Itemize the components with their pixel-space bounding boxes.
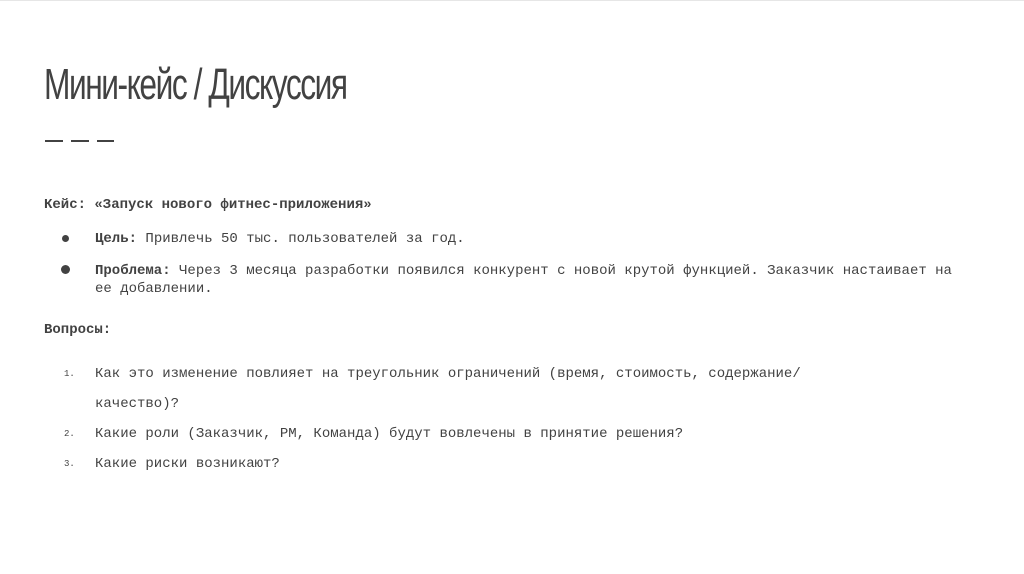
question-number: 2.	[64, 429, 75, 439]
slide-title: Мини-кейс / Дискуссия	[44, 60, 347, 109]
question-number: 1.	[64, 369, 75, 379]
question-text: Какие риски возникают?	[95, 456, 280, 472]
question-text: Как это изменение повлияет на треугольник ограничений (время, стоимость, содержание/качество)?	[95, 366, 801, 412]
title-dashed-rule	[45, 140, 114, 142]
slide-top-border	[0, 0, 1024, 1]
question-number: 3.	[64, 459, 75, 469]
question-text: Какие роли (Заказчик, PM, Команда) будут вовлечены в принятие решения?	[95, 426, 684, 442]
bullet-body: Через 3 месяца разработки появился конкурент с новой крутой функцией. Заказчик настаивает на ее добавлении.	[95, 263, 952, 297]
bullet-text	[95, 230, 965, 248]
bullet-text	[95, 262, 965, 298]
questions-heading: Вопросы:	[44, 322, 112, 338]
bullet-label: Проблема:	[95, 263, 171, 279]
bullet-label: Цель:	[95, 231, 138, 247]
bullet-body: Привлечь 50 тыс. пользователей за год.	[137, 231, 465, 247]
case-heading: Кейс: «Запуск нового фитнес-приложения»	[44, 197, 372, 213]
bullet-dot-icon	[61, 265, 70, 274]
bullet-dot-icon	[62, 235, 69, 242]
